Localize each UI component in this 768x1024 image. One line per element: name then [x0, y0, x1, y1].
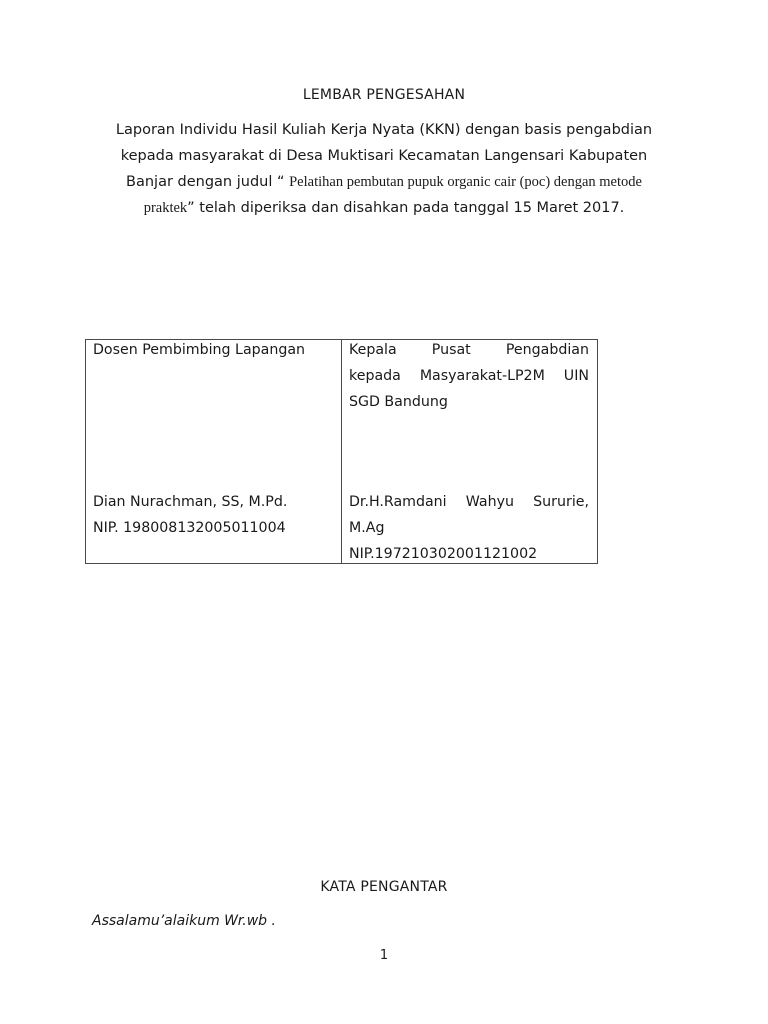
right-role-line-2: kepada Masyarakat-LP2M UIN [349, 368, 589, 384]
right-signatory-name-line-2: M.Ag [349, 520, 385, 536]
paragraph-line-3 [80, 169, 688, 195]
right-role-block [349, 337, 589, 415]
left-signatory-block [93, 489, 333, 541]
left-signatory-nip: NIP. 198008132005011004 [93, 520, 286, 536]
report-title-part-1: Pelatihan pembutan pupuk organic cair (poc) dengan metode [289, 174, 642, 190]
paragraph-line-2: kepada masyarakat di Desa Muktisari Kecamatan Langensari Kabupaten [120, 148, 648, 164]
right-signatory-name-line-1: Dr.H.Ramdani Wahyu Sururie, [349, 494, 589, 510]
paragraph-line-1: Laporan Individu Hasil Kuliah Kerja Nyata (KKN) dengan basis pengabdian [115, 122, 653, 138]
signature-cell-left [86, 340, 342, 564]
page-number: 1 [379, 948, 389, 963]
foreword-greeting: Assalamu’alaikum Wr.wb . [92, 913, 276, 929]
report-title-part-2: praktek [143, 200, 188, 216]
paragraph-line-3-prefix: Banjar dengan judul “ [126, 174, 290, 190]
paragraph-line-4 [80, 195, 688, 221]
signature-table [85, 339, 598, 564]
approval-title: LEMBAR PENGESAHAN [302, 87, 466, 103]
right-role-line-1: Kepala Pusat Pengabdian [349, 342, 589, 358]
right-signatory-block [349, 489, 589, 567]
signature-cell-right [342, 340, 598, 564]
left-signatory-name: Dian Nurachman, SS, M.Pd. [93, 494, 288, 510]
left-role: Dosen Pembimbing Lapangan [93, 342, 306, 358]
right-role-line-3: SGD Bandung [349, 394, 448, 410]
paragraph-line-4-suffix: ” telah diperiksa dan disahkan pada tanggal 15 Maret 2017. [187, 200, 625, 216]
right-signatory-nip: NIP.197210302001121002 [349, 546, 538, 562]
approval-paragraph [80, 117, 688, 221]
foreword-title: KATA PENGANTAR [320, 879, 448, 895]
